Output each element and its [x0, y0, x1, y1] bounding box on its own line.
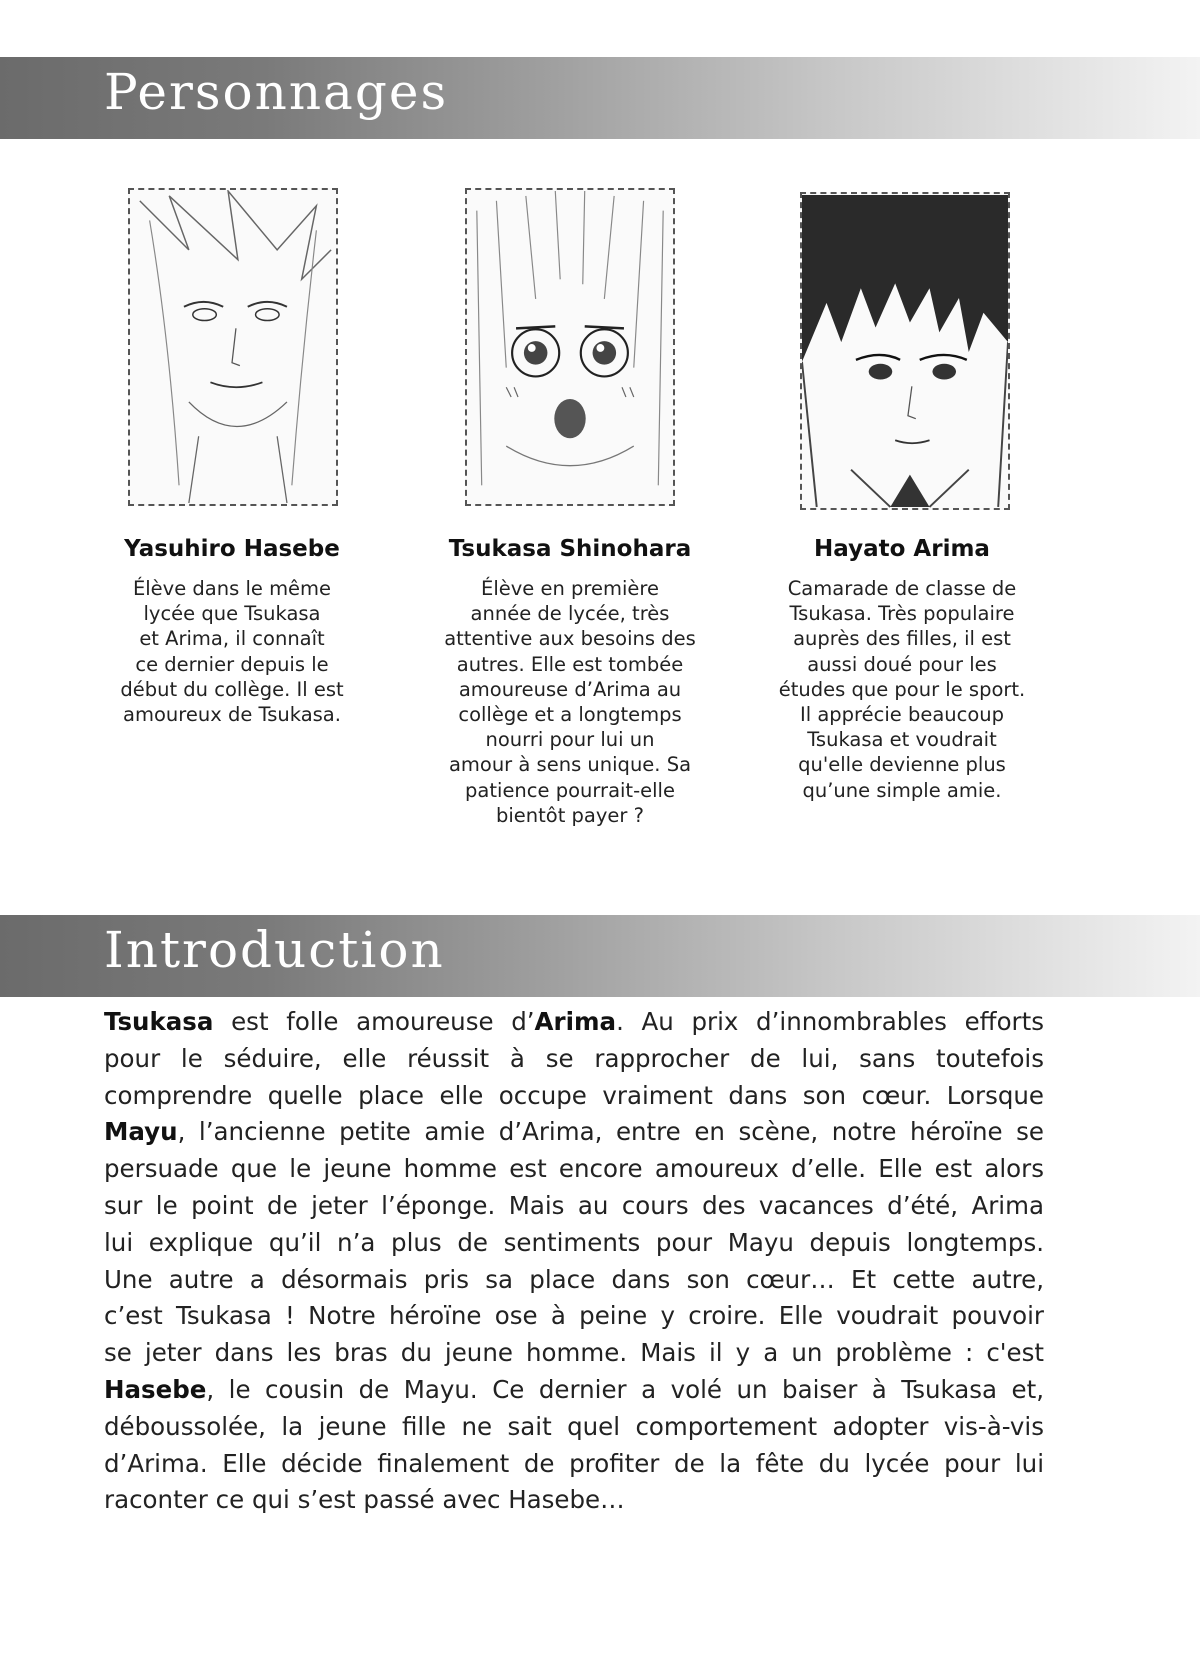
- description-line: collège et a longtemps: [458, 703, 682, 727]
- intro-line: [104, 1372, 1044, 1409]
- character-description: [82, 576, 382, 727]
- description-line: Camarade de classe de: [787, 577, 1017, 600]
- highlight-name: Arima: [534, 1007, 617, 1036]
- description-line: début du collège. Il est: [120, 677, 344, 701]
- character-name: Hayato Arima: [814, 536, 990, 562]
- character-name: Tsukasa Shinohara: [448, 536, 692, 562]
- characters-section-banner: [0, 57, 1200, 139]
- description-line: qu’une simple amie.: [802, 778, 1002, 802]
- description-line: et Arima, il connaît: [139, 627, 325, 651]
- highlight-name: Hasebe: [104, 1374, 207, 1404]
- character-name: Yasuhiro Hasebe: [124, 536, 340, 562]
- description-line: auprès des filles, il est: [793, 627, 1011, 651]
- description-line: Il apprécie beaucoup: [799, 703, 1005, 727]
- intro-section-title: Introduction: [104, 921, 445, 979]
- intro-line: se jeter dans les bras du jeune homme. Mais il y a un problème : c'est: [104, 1338, 1044, 1368]
- description-line: Élève en première: [481, 577, 659, 600]
- intro-line: déboussolée, la jeune fille ne sait quel comportement adopter vis-à-vis: [104, 1411, 1044, 1441]
- character-description: [752, 576, 1052, 803]
- description-line: ce dernier depuis le: [135, 652, 329, 676]
- description-line: attentive aux besoins des: [444, 627, 696, 651]
- intro-section-banner: [0, 915, 1200, 997]
- description-line: amoureux de Tsukasa.: [123, 703, 341, 727]
- description-line: autres. Elle est tombée: [456, 652, 684, 676]
- description-line: Tsukasa et voudrait: [807, 728, 997, 752]
- intro-line: sur le point de jeter l’éponge. Mais au cours des vacances d’été, Arima: [104, 1190, 1044, 1220]
- description-line: bientôt payer ?: [495, 803, 644, 827]
- intro-text: est folle amoureuse d’: [213, 1007, 535, 1036]
- portrait-arima-drawing: [802, 194, 1008, 508]
- intro-line: lui explique qu’il n’a plus de sentiments pour Mayu depuis longtemps.: [104, 1227, 1044, 1257]
- portrait-hasebe: [128, 188, 338, 506]
- description-line: amoureuse d’Arima au: [458, 677, 682, 701]
- description-line: patience pourrait-elle: [465, 778, 675, 802]
- character-description: [420, 576, 720, 828]
- highlight-name: Mayu: [104, 1117, 178, 1147]
- intro-line: d’Arima. Elle décide finalement de profiter de la fête du lycée pour lui: [104, 1448, 1044, 1478]
- intro-paragraph: [104, 1004, 1044, 1519]
- portrait-shinohara-drawing: [467, 190, 673, 504]
- intro-text: . Au prix d’innombrables efforts: [616, 1007, 1044, 1036]
- intro-line: comprendre quelle place elle occupe vraiment dans son cœur. Lorsque: [104, 1080, 1044, 1110]
- highlight-name: Tsukasa: [104, 1007, 214, 1036]
- description-line: amour à sens unique. Sa: [448, 753, 692, 777]
- description-line: études que pour le sport.: [778, 677, 1026, 701]
- description-line: Tsukasa. Très populaire: [789, 602, 1015, 626]
- portrait-arima: [800, 192, 1010, 510]
- portrait-shinohara: [465, 188, 675, 506]
- intro-line: persuade que le jeune homme est encore amoureux d’elle. Elle est alors: [104, 1154, 1044, 1184]
- description-line: lycée que Tsukasa: [143, 602, 321, 626]
- intro-line: Une autre a désormais pris sa place dans son cœur… Et cette autre,: [104, 1264, 1044, 1294]
- intro-line: raconter ce qui s’est passé avec Hasebe…: [104, 1485, 625, 1515]
- description-line: nourri pour lui un: [485, 728, 655, 752]
- description-line: Élève dans le même: [132, 577, 332, 600]
- intro-line: pour le séduire, elle réussit à se rapprocher de lui, sans toutefois: [104, 1043, 1044, 1073]
- characters-section-title: Personnages: [104, 63, 449, 121]
- description-line: année de lycée, très: [470, 602, 670, 626]
- intro-line: [104, 1004, 1044, 1041]
- description-line: aussi doué pour les: [807, 652, 997, 676]
- intro-line: c’est Tsukasa ! Notre héroïne ose à peine y croire. Elle voudrait pouvoir: [104, 1301, 1044, 1331]
- intro-text: , l’ancienne petite amie d’Arima, entre en scène, notre héroïne se: [177, 1117, 1044, 1147]
- portrait-hasebe-drawing: [130, 190, 336, 504]
- intro-line: [104, 1114, 1044, 1151]
- intro-text: , le cousin de Mayu. Ce dernier a volé un baiser à Tsukasa et,: [206, 1374, 1044, 1404]
- description-line: qu'elle devienne plus: [798, 753, 1006, 777]
